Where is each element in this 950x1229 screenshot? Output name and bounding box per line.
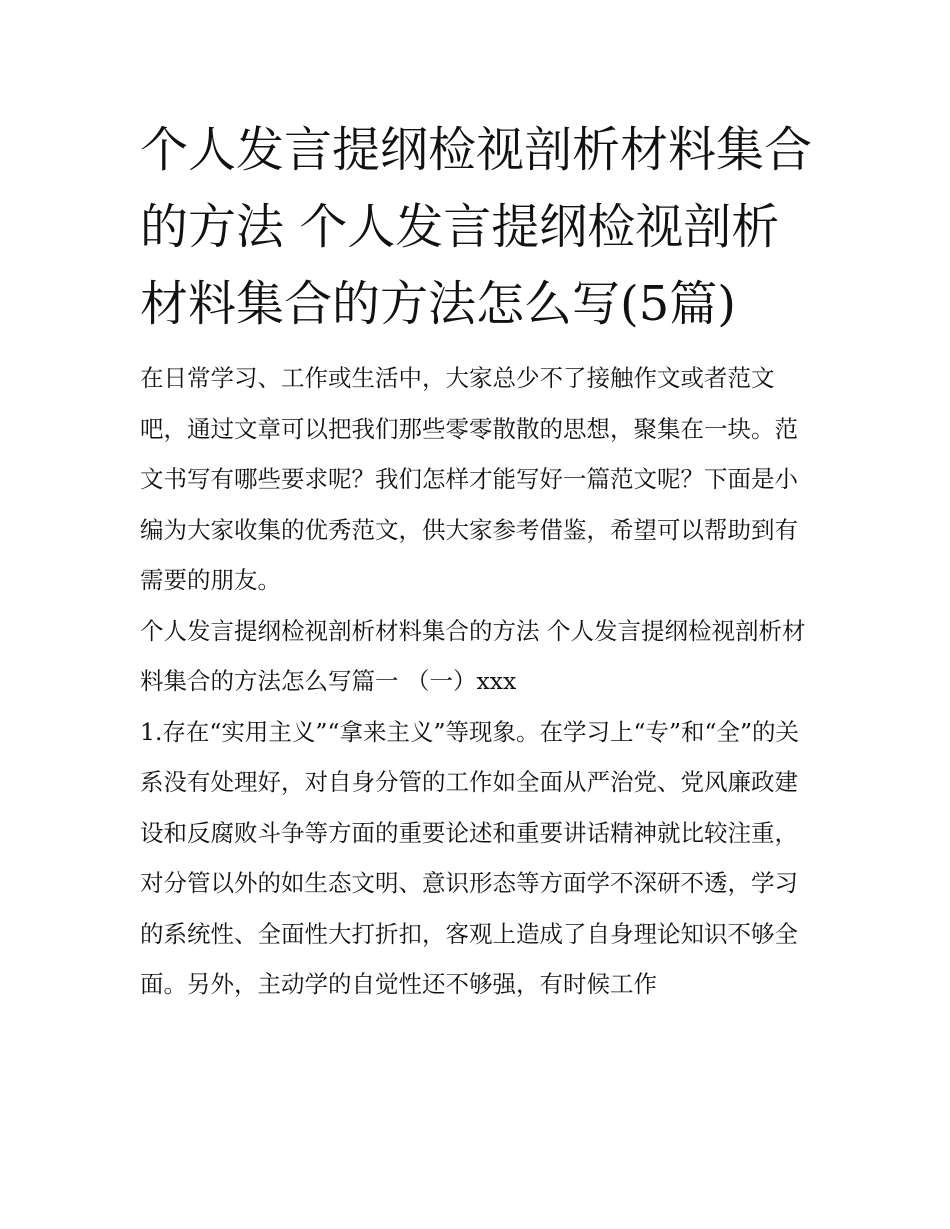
- body-paragraph: 1.存在“实用主义”“拿来主义”等现象。在学习上“专”和“全”的关系没有处理好，对自身分管的工作如全面从严治党、党风廉政建设和反腐败斗争等方面的重要论述和重要讲话精神就比较注重，对分管以外的如生态文明、意识形态等方面学不深研不透，学习的系统性、全面性大打折扣，客观上造成了自身理论知识不够全面。另外，主动学的自觉性还不够强，有时候工作: [140, 717, 800, 998]
- document-body: [140, 112, 812, 1010]
- document-title: 个人发言提纲检视剖析材料集合的方法 个人发言提纲检视剖析材料集合的方法怎么写(5篇): [140, 122, 813, 332]
- intro-paragraph: 在日常学习、工作或生活中，大家总少不了接触作文或者范文吧，通过文章可以把我们那些零零散散的思想，聚集在一块。范文书写有哪些要求呢？我们怎样才能写好一篇范文呢？下面是小编为大家收集的优秀范文，供大家参考借鉴，希望可以帮助到有需要的朋友。: [140, 364, 798, 594]
- section-heading-paragraph: 个人发言提纲检视剖析材料集合的方法 个人发言提纲检视剖析材料集合的方法怎么写篇一 （一）xxx: [140, 616, 806, 695]
